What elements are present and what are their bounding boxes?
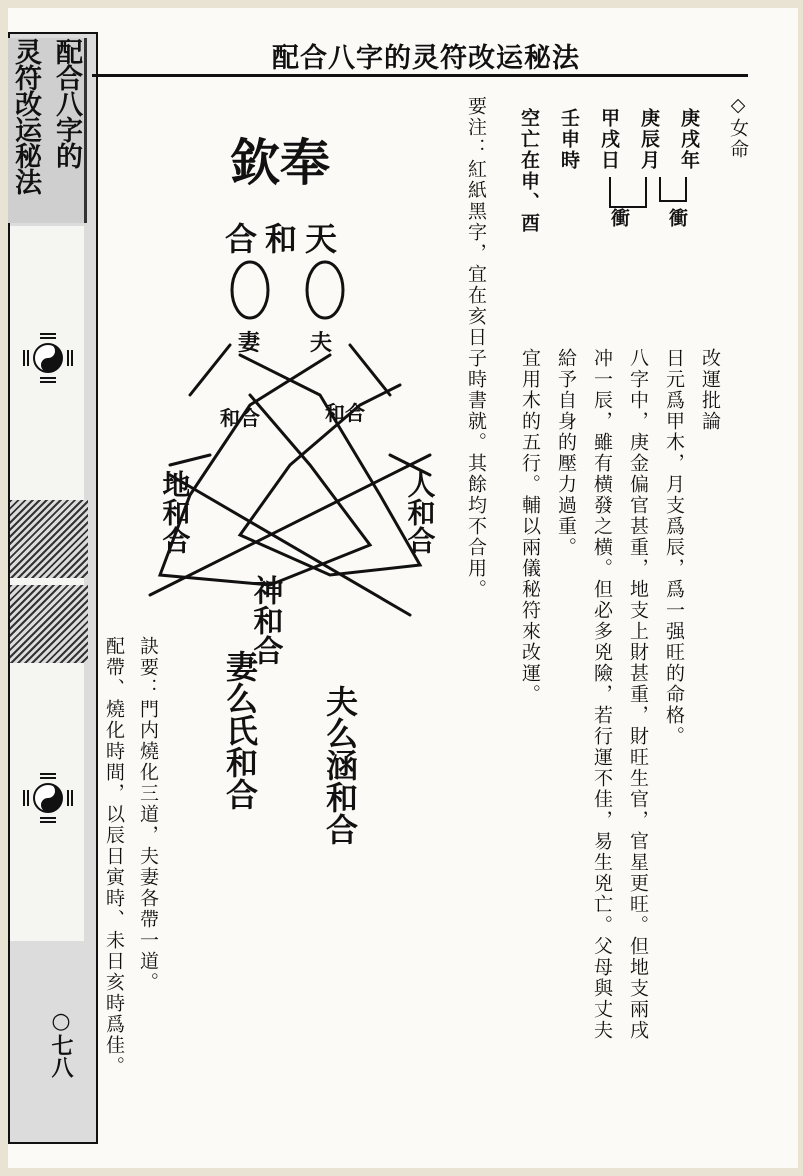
page-title: 配合八字的灵符改运秘法 [272, 43, 580, 74]
analysis-line-3: 冲一辰，雖有横發之横。但必多兇險，若行運不佳，易生兇亡。父母與丈夫 [591, 348, 613, 1041]
spine-title-line-2: 灵符改运秘法 [10, 38, 41, 194]
instruction-line-2: 配帶、燒化時間，以辰日寅時、未日亥時爲佳。 [103, 636, 125, 1077]
writing-note: 要注：紅紙黑字，宜在亥日子時書就。其餘均不合用。 [465, 96, 487, 600]
talisman-heji-1: 和合 [220, 406, 260, 430]
talisman-ren: 人和合 [403, 470, 437, 554]
talisman-top: 欽奉 [230, 134, 330, 192]
chart-hour: 壬申時 [558, 108, 580, 171]
talisman-row2-tian: 天 [305, 220, 338, 258]
spine-title-line-1: 配合八字的 [51, 38, 82, 168]
instruction-line-1: 訣要：門内燒化三道，夫妻各帶一道。 [137, 636, 159, 993]
spine-title [8, 38, 87, 223]
talisman-di: 地和合 [158, 470, 192, 554]
talisman-wife-head: 妻 [238, 331, 261, 356]
talisman-row2-he2: 和 [265, 220, 298, 258]
chart-month: 庚辰月 [638, 108, 660, 171]
chart-day: 甲戌日 [598, 108, 620, 171]
analysis-line-2: 八字中，庚金偏官甚重，地支上財甚重，財旺生官，官星更旺。但地支兩戌 [627, 348, 649, 1041]
talisman-husband-head: 夫 [310, 331, 333, 356]
header-rule [92, 74, 748, 77]
clash-mark: 衝 [666, 208, 688, 229]
analysis-line-1: 日元爲甲木，月支爲辰，爲一强旺的命格。 [663, 348, 685, 747]
talisman-shen: 神和合 [247, 575, 283, 665]
spine-hatch-pattern [10, 500, 88, 578]
talisman-wife-name: 妻么氏和合 [221, 650, 259, 810]
bagua-icon [20, 770, 76, 826]
clash-mark: 衝 [608, 208, 630, 229]
analysis-line-5: 宜用木的五行。輔以兩儀秘符來改運。 [519, 348, 541, 705]
wife-head-icon [232, 262, 268, 318]
talisman-row2-he: 合 [225, 220, 258, 258]
bagua-icon [20, 330, 76, 386]
spine-hatch-pattern [10, 585, 88, 663]
analysis-line-4: 給予自身的壓力過重。 [555, 348, 577, 558]
section-label: ◇女命 [727, 94, 749, 160]
talisman-husband-name: 夫么涵和合 [321, 685, 359, 845]
talisman-heji-2: 和合 [325, 401, 365, 425]
chart-year: 庚戌年 [678, 108, 700, 171]
analysis-heading: 改運批論 [699, 348, 721, 432]
talisman-diagram [130, 95, 470, 865]
husband-head-icon [307, 262, 343, 318]
chart-void: 空亡在申、酉 [518, 108, 540, 234]
page-number: ○七八 [48, 1008, 74, 1078]
